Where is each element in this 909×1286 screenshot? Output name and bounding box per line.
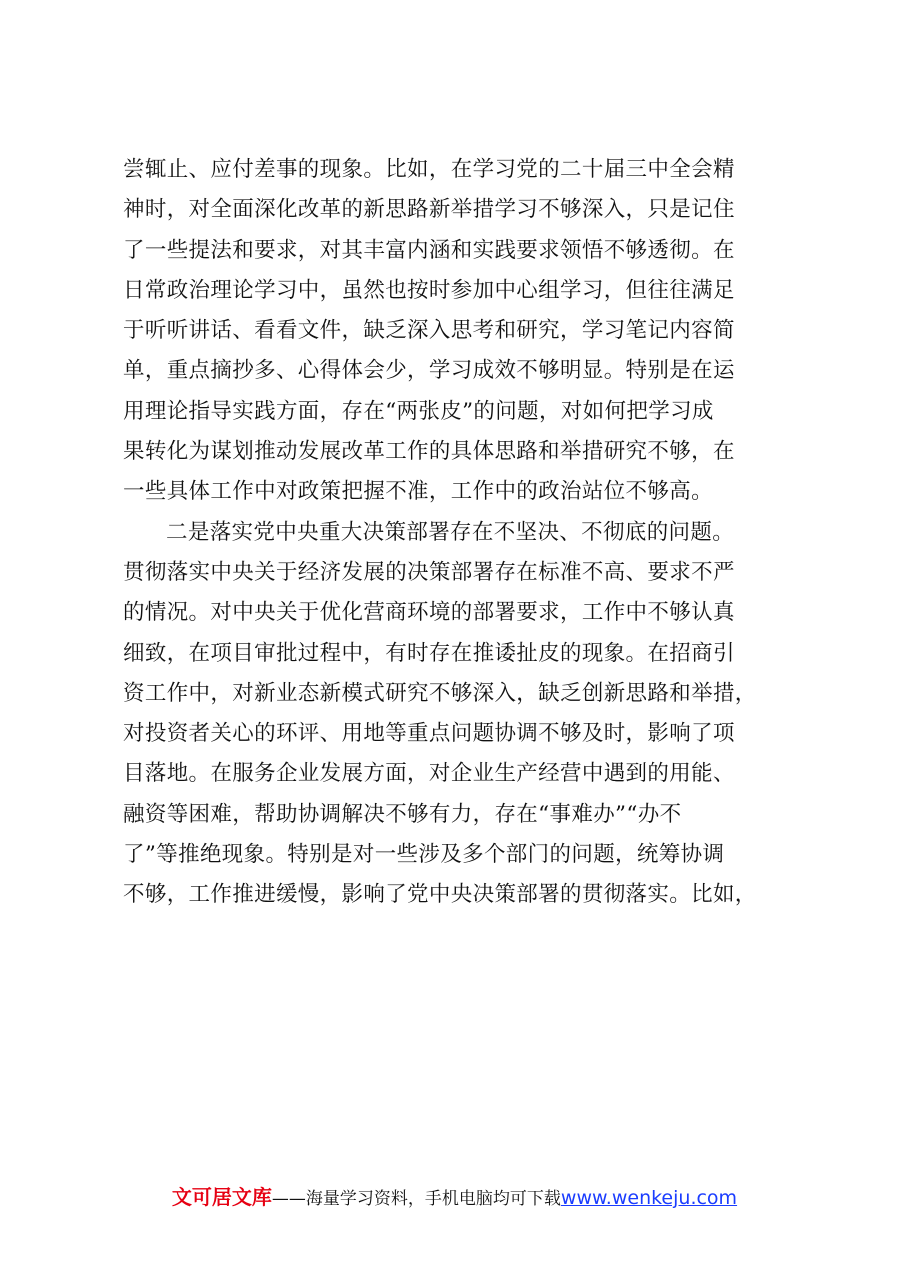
text-line: 的情况。对中央关于优化营商环境的部署要求，工作中不够认真: [123, 600, 735, 626]
text-line: 果转化为谋划推动发展改革工作的具体思路和举措研究不够，在: [123, 439, 735, 465]
text-line: 了”等推绝现象。特别是对一些涉及多个部门的问题，统筹协调: [123, 842, 725, 868]
text-line: 日常政治理论学习中，虽然也按时参加中心组学习，但往往满足: [123, 277, 735, 303]
document-body: [123, 150, 795, 916]
text-line: 单，重点摘抄多、心得体会少，学习成效不够明显。特别是在运: [123, 358, 735, 384]
text-line-indented: 二是落实党中央重大决策部署存在不坚决、不彻底的问题。: [166, 519, 735, 545]
paragraph-1: [123, 150, 795, 513]
text-line: 一些具体工作中对政策把握不准，工作中的政治站位不够高。: [123, 479, 713, 505]
text-line: 神时，对全面深化改革的新思路新举措学习不够深入，只是记住: [123, 197, 735, 223]
text-line: 于听听讲话、看看文件，缺乏深入思考和研究，学习笔记内容简: [123, 318, 735, 344]
footer-slogan: ——海量学习资料，手机电脑均可下载: [271, 1189, 561, 1209]
text-line: 用理论指导实践方面，存在“两张皮”的问题，对如何把学习成: [123, 398, 714, 424]
text-line: 了一些提法和要求，对其丰富内涵和实践要求领悟不够透彻。在: [123, 237, 735, 263]
text-line: 对投资者关心的环评、用地等重点问题协调不够及时，影响了项: [123, 721, 735, 747]
text-line: 资工作中，对新业态新模式研究不够深入，缺乏创新思路和举措，: [123, 680, 757, 706]
text-line: 贯彻落实中央关于经济发展的决策部署存在标准不高、要求不严: [123, 559, 735, 585]
text-line: 不够，工作推进缓慢，影响了党中央决策部署的贯彻落实。比如，: [123, 882, 757, 908]
footer-site-link[interactable]: www.wenkeju.com: [560, 1187, 738, 1209]
footer-watermark: [0, 1181, 909, 1210]
text-line: 细致，在项目审批过程中，有时存在推诿扯皮的现象。在招商引: [123, 640, 735, 666]
footer-brand: 文可居文库: [171, 1185, 272, 1209]
text-line: 目落地。在服务企业发展方面，对企业生产经营中遇到的用能、: [123, 761, 735, 787]
paragraph-2: [123, 513, 795, 916]
text-line: 尝辄止、应付差事的现象。比如，在学习党的二十届三中全会精: [123, 157, 735, 182]
text-line: 融资等困难，帮助协调解决不够有力，存在“事难办”“办不: [123, 801, 682, 827]
